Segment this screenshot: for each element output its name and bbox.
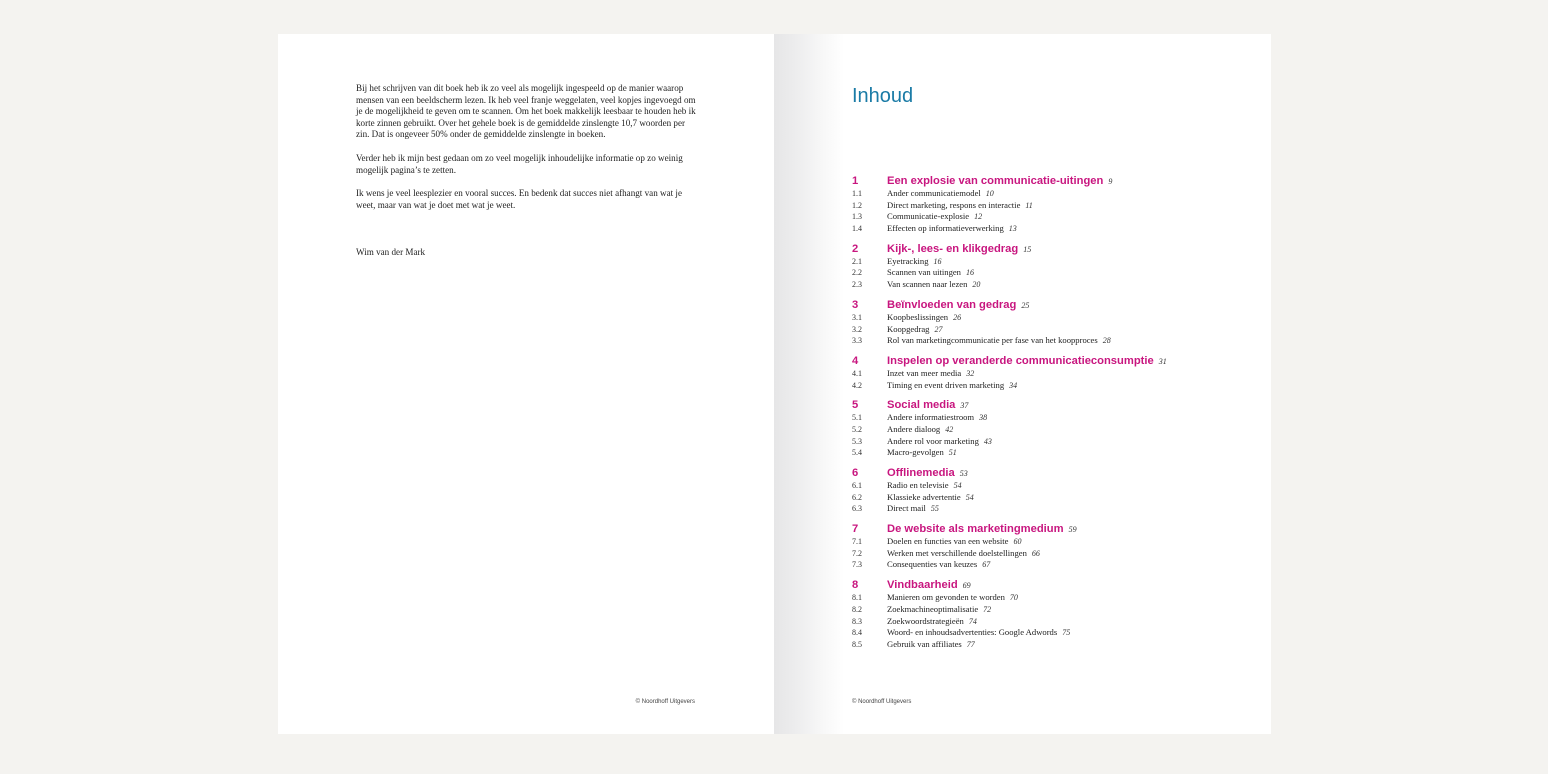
section-number: 8.4 bbox=[852, 628, 862, 638]
chapter-heading bbox=[852, 579, 1252, 592]
section-page-number: 66 bbox=[1031, 548, 1040, 558]
toc-chapter bbox=[852, 175, 1252, 235]
toc-section bbox=[852, 447, 1252, 459]
section-page-number: 11 bbox=[1025, 200, 1033, 210]
intro-text bbox=[356, 83, 696, 223]
section-title: Woord- en inhoudsadvertenties: Google Adwords bbox=[887, 627, 1058, 638]
section-title: Andere rol voor marketing bbox=[887, 435, 979, 446]
section-page-number: 42 bbox=[945, 424, 954, 434]
section-number: 4.2 bbox=[852, 380, 862, 390]
author-signature: Wim van der Mark bbox=[356, 247, 426, 257]
chapter-heading bbox=[852, 467, 1252, 480]
toc-section bbox=[852, 188, 1252, 200]
section-number: 8.3 bbox=[852, 616, 862, 626]
section-number: 2.2 bbox=[852, 268, 862, 278]
chapter-page-number: 69 bbox=[962, 581, 971, 591]
section-number: 4.1 bbox=[852, 368, 862, 378]
section-page-number: 54 bbox=[965, 492, 974, 502]
section-title: Werken met verschillende doelstellingen bbox=[887, 547, 1027, 558]
chapter-page-number: 9 bbox=[1108, 177, 1113, 186]
toc-section bbox=[852, 616, 1252, 628]
chapter-title: Vindbaarheid bbox=[887, 579, 958, 592]
chapter-number: 1 bbox=[852, 175, 859, 187]
section-page-number: 10 bbox=[985, 189, 994, 198]
section-page-number: 70 bbox=[1009, 593, 1018, 603]
section-number: 1.1 bbox=[852, 189, 862, 198]
copyright-footer: © Noordhoff Uitgevers bbox=[852, 699, 912, 705]
chapter-number: 6 bbox=[852, 467, 859, 479]
section-title: Koopbeslissingen bbox=[887, 311, 949, 322]
toc-section bbox=[852, 324, 1252, 336]
toc-chapter bbox=[852, 523, 1252, 571]
left-page bbox=[278, 34, 774, 734]
page-title: Inhoud bbox=[852, 85, 914, 108]
section-page-number: 28 bbox=[1102, 336, 1111, 346]
chapter-title: Kijk-, lees- en klikgedrag bbox=[887, 242, 1019, 255]
section-title: Zoekwoordstrategieën bbox=[887, 615, 964, 626]
section-number: 2.1 bbox=[852, 256, 862, 266]
section-title: Doelen en functies van een website bbox=[887, 536, 1009, 547]
section-number: 1.4 bbox=[852, 224, 862, 234]
chapter-page-number: 15 bbox=[1023, 244, 1032, 254]
section-title: Inzet van meer media bbox=[887, 367, 962, 378]
section-title: Consequenties van keuzes bbox=[887, 559, 978, 570]
toc-section bbox=[852, 592, 1252, 604]
section-title: Manieren om gevonden te worden bbox=[887, 592, 1005, 603]
section-number: 5.4 bbox=[852, 448, 862, 458]
section-title: Macro-gevolgen bbox=[887, 447, 944, 458]
section-page-number: 77 bbox=[966, 639, 975, 649]
chapter-title: De website als marketingmedium bbox=[887, 523, 1064, 536]
toc-section bbox=[852, 256, 1252, 268]
chapter-page-number: 53 bbox=[959, 469, 968, 478]
section-page-number: 12 bbox=[974, 212, 983, 222]
section-title: Klassieke advertentie bbox=[887, 491, 961, 502]
section-number: 1.3 bbox=[852, 212, 862, 222]
chapter-page-number: 37 bbox=[960, 401, 969, 411]
toc-section bbox=[852, 548, 1252, 560]
section-page-number: 43 bbox=[983, 436, 992, 446]
chapter-heading bbox=[852, 243, 1252, 256]
section-page-number: 54 bbox=[953, 481, 962, 490]
section-title: Radio en televisie bbox=[887, 480, 949, 490]
section-title: Andere informatiestroom bbox=[887, 412, 975, 423]
chapter-page-number: 59 bbox=[1068, 525, 1077, 535]
chapter-title: Beïnvloeden van gedrag bbox=[887, 298, 1017, 311]
section-number: 6.2 bbox=[852, 492, 862, 502]
toc-section bbox=[852, 503, 1252, 515]
section-title: Scannen van uitingen bbox=[887, 267, 961, 278]
section-title: Van scannen naar lezen bbox=[887, 279, 968, 290]
toc-section bbox=[852, 604, 1252, 616]
section-page-number: 60 bbox=[1013, 537, 1022, 547]
section-number: 6.1 bbox=[852, 481, 862, 490]
toc-section bbox=[852, 536, 1252, 548]
toc-section bbox=[852, 627, 1252, 639]
section-title: Timing en event driven marketing bbox=[887, 379, 1005, 390]
section-page-number: 67 bbox=[982, 560, 991, 570]
toc-chapter bbox=[852, 243, 1252, 291]
chapter-number: 8 bbox=[852, 579, 859, 592]
right-page bbox=[774, 34, 1271, 734]
chapter-title: Social media bbox=[887, 399, 956, 412]
section-title: Direct marketing, respons en interactie bbox=[887, 199, 1021, 210]
section-number: 5.1 bbox=[852, 413, 862, 423]
section-page-number: 72 bbox=[983, 604, 992, 614]
chapter-title: Offlinemedia bbox=[887, 467, 955, 479]
chapter-heading bbox=[852, 399, 1252, 412]
chapter-title: Inspelen op veranderde communicatieconsumptie bbox=[887, 354, 1154, 367]
toc-chapter bbox=[852, 399, 1252, 459]
section-page-number: 16 bbox=[965, 268, 974, 278]
section-title: Direct mail bbox=[887, 503, 926, 514]
section-page-number: 75 bbox=[1062, 628, 1071, 638]
intro-paragraph: Ik wens je veel leesplezier en vooral succes. En bedenk dat succes niet afhangt van wat je weet, maar van wat je doet met wat je weet. bbox=[356, 188, 682, 210]
toc-section bbox=[852, 412, 1252, 424]
chapter-number: 3 bbox=[852, 298, 859, 311]
section-number: 8.2 bbox=[852, 604, 862, 614]
toc-section bbox=[852, 267, 1252, 279]
section-page-number: 26 bbox=[953, 312, 962, 322]
section-title: Koopgedrag bbox=[887, 323, 930, 334]
toc-section bbox=[852, 211, 1252, 223]
section-title: Eyetracking bbox=[887, 255, 929, 266]
chapter-number: 7 bbox=[852, 523, 859, 536]
section-title: Gebruik van affiliates bbox=[887, 638, 962, 649]
section-page-number: 51 bbox=[948, 448, 957, 458]
toc-section bbox=[852, 480, 1252, 492]
section-number: 6.3 bbox=[852, 504, 862, 514]
toc-section bbox=[852, 200, 1252, 212]
section-title: Effecten op informatieverwerking bbox=[887, 223, 1004, 234]
section-number: 5.3 bbox=[852, 436, 862, 446]
toc-section bbox=[852, 380, 1252, 392]
chapter-heading bbox=[852, 355, 1252, 368]
toc-chapter bbox=[852, 467, 1252, 515]
section-number: 8.5 bbox=[852, 639, 862, 649]
chapter-heading bbox=[852, 523, 1252, 536]
chapter-title: Een explosie van communicatie-uitingen bbox=[887, 175, 1104, 187]
section-number: 3.3 bbox=[852, 336, 862, 346]
toc-section bbox=[852, 279, 1252, 291]
section-title: Communicatie-explosie bbox=[887, 211, 970, 222]
section-number: 3.2 bbox=[852, 324, 862, 334]
section-number: 7.3 bbox=[852, 560, 862, 570]
section-page-number: 27 bbox=[934, 324, 943, 334]
chapter-number: 5 bbox=[852, 399, 859, 412]
section-title: Rol van marketingcommunicatie per fase van het koopproces bbox=[887, 335, 1098, 346]
section-page-number: 13 bbox=[1008, 224, 1017, 234]
chapter-number: 4 bbox=[852, 354, 859, 367]
toc-chapter bbox=[852, 355, 1252, 391]
section-number: 7.1 bbox=[852, 537, 862, 547]
section-number: 3.1 bbox=[852, 312, 862, 322]
chapter-heading bbox=[852, 175, 1252, 188]
section-number: 1.2 bbox=[852, 200, 862, 210]
section-page-number: 20 bbox=[972, 280, 981, 290]
section-number: 7.2 bbox=[852, 548, 862, 558]
section-page-number: 55 bbox=[930, 504, 939, 514]
intro-paragraph: Verder heb ik mijn best gedaan om zo veel mogelijk inhoudelijke informatie op zo weinig mogelijk pagina’s te zetten. bbox=[356, 152, 683, 175]
book-spread bbox=[278, 34, 1271, 734]
toc-chapter bbox=[852, 579, 1252, 650]
section-number: 8.1 bbox=[852, 593, 862, 603]
toc-section bbox=[852, 424, 1252, 436]
toc-section bbox=[852, 368, 1252, 380]
toc-section bbox=[852, 492, 1252, 504]
toc-section bbox=[852, 312, 1252, 324]
table-of-contents bbox=[852, 175, 1252, 659]
toc-section bbox=[852, 559, 1252, 571]
chapter-heading bbox=[852, 299, 1252, 312]
toc-chapter bbox=[852, 299, 1252, 347]
section-page-number: 16 bbox=[933, 256, 942, 266]
toc-section bbox=[852, 639, 1252, 651]
section-page-number: 74 bbox=[968, 616, 977, 626]
section-page-number: 34 bbox=[1009, 380, 1018, 390]
chapter-number: 2 bbox=[852, 242, 859, 255]
section-number: 2.3 bbox=[852, 280, 862, 290]
section-title: Andere dialoog bbox=[887, 423, 941, 434]
intro-paragraph: Bij het schrijven van dit boek heb ik zo veel als mogelijk ingespeeld op de manier waarop mensen van een beeldscherm lezen. Ik heb veel franje weggelaten, veel kopjes ingevoegd om je de mogelijkheid te geven om te scannen. Om het boek makkelijk leesbaar te houden heb ik korte zinnen gebruikt. Over het gehele boek is de gemiddelde zinslengte 10,7 woorden per zin. Dat is ongeveer 50% onder de gemiddelde zinslengte in boeken. bbox=[356, 83, 696, 140]
section-title: Zoekmachineoptimalisatie bbox=[887, 603, 979, 614]
chapter-page-number: 31 bbox=[1158, 356, 1167, 366]
section-page-number: 32 bbox=[966, 368, 975, 378]
toc-section bbox=[852, 335, 1252, 347]
section-page-number: 38 bbox=[979, 413, 988, 423]
toc-section bbox=[852, 223, 1252, 235]
copyright-footer: © Noordhoff Uitgevers bbox=[635, 699, 695, 705]
toc-section bbox=[852, 436, 1252, 448]
section-title: Ander communicatiemodel bbox=[887, 188, 981, 198]
section-number: 5.2 bbox=[852, 424, 862, 434]
chapter-page-number: 25 bbox=[1021, 300, 1030, 310]
